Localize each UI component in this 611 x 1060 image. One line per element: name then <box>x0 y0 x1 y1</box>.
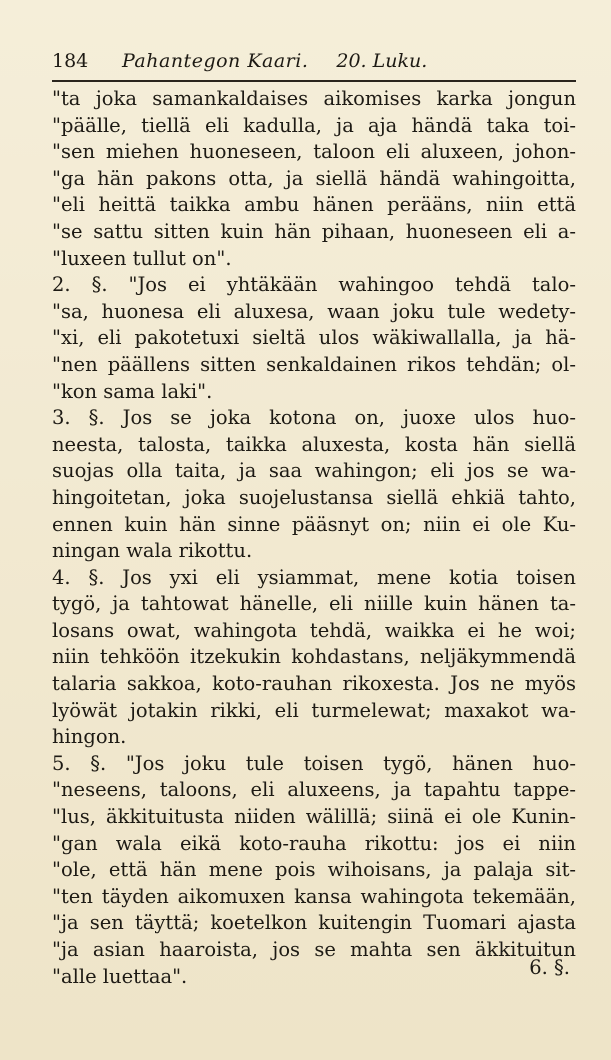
text-line: 3. §. Jos se joka kotona on, juoxe ulos huo- <box>52 406 576 430</box>
text-line: hingon. <box>52 725 127 749</box>
text-line: hingoitetan, joka suojelustansa siellä ehkiä tahto, <box>52 485 576 509</box>
text-line: "sa, huonesa eli aluxesa, waan joku tule wedety- <box>52 299 576 323</box>
text-line: "gan wala eikä koto-rauha rikottu: jos ei niin <box>52 831 576 855</box>
text-line: tygö, ja tahtowat hänelle, eli niille kuin hänen ta- <box>52 592 576 616</box>
running-title: Pahantegon Kaari. <box>122 50 309 72</box>
text-line: suojas olla taita, ja saa wahingon; eli jos se wa- <box>52 459 576 483</box>
text-line: "ten täyden aikomuxen kansa wahingota tekemään, <box>52 884 576 908</box>
text-line: "alle luettaa". <box>52 964 188 988</box>
catchword: 6. §. <box>529 956 570 979</box>
text-line: "xi, eli pakotetuxi sieltä ulos wäkiwallalla, ja hä- <box>52 326 576 350</box>
text-line: "luxeen tullut on". <box>52 246 232 270</box>
text-line: "ga hän pakons otta, ja siellä händä wahingoitta, <box>52 166 576 190</box>
text-line: "kon sama laki". <box>52 379 213 403</box>
running-header <box>52 50 576 82</box>
text-line: "ja sen täyttä; koetelkon kuitengin Tuomari ajasta <box>52 911 576 935</box>
text-line: lyöwät jotakin rikki, eli turmelewat; maxakot wa- <box>52 698 576 722</box>
text-line: "nen päällens sitten senkaldainen rikos tehdän; ol- <box>52 352 576 376</box>
text-line: neesta, talosta, taikka aluxesta, kosta hän siellä <box>52 432 576 456</box>
page-number: 184 <box>52 50 89 72</box>
text-line: "eli heittä taikka ambu hänen perääns, niin että <box>52 193 576 217</box>
text-line: 2. §. "Jos ei yhtäkään wahingoo tehdä talo- <box>52 273 576 297</box>
text-line: talaria sakkoa, koto-rauhan rikoxesta. Jos ne myös <box>52 672 576 696</box>
text-line: "sen miehen huoneseen, taloon eli aluxeen, johon- <box>52 140 576 164</box>
text-line: "lus, äkkituitusta niiden wälillä; siinä ei ole Kunin- <box>52 805 576 829</box>
text-line: 5. §. "Jos joku tule toisen tygö, hänen huo- <box>52 751 576 775</box>
chapter-label: 20. Luku. <box>336 50 428 72</box>
text-line: 4. §. Jos yxi eli ysiammat, mene kotia toisen <box>52 565 576 589</box>
text-line: "ta joka samankaldaises aikomises karka jongun <box>52 87 576 110</box>
text-line: "neseens, taloons, eli aluxeens, ja tapahtu tappe- <box>52 778 576 802</box>
text-line: "päälle, tiellä eli kadulla, ja aja händä taka toi- <box>52 113 576 137</box>
text-line: ningan wala rikottu. <box>52 539 253 563</box>
text-line: niin tehköön itzekukin kohdastans, neljäkymmendä <box>52 645 576 669</box>
text-line: "ja asian haaroista, jos se mahta sen äkkituitun <box>52 938 576 961</box>
text-line: "ole, että hän mene pois wihoisans, ja palaja sit- <box>52 858 576 882</box>
text-block <box>52 50 576 990</box>
text-line: ennen kuin hän sinne pääsnyt on; niin ei ole Ku- <box>52 512 576 536</box>
text-line: losans owat, wahingota tehdä, waikka ei he woi; <box>52 618 576 642</box>
text-line: "se sattu sitten kuin hän pihaan, huoneseen eli a- <box>52 219 576 243</box>
